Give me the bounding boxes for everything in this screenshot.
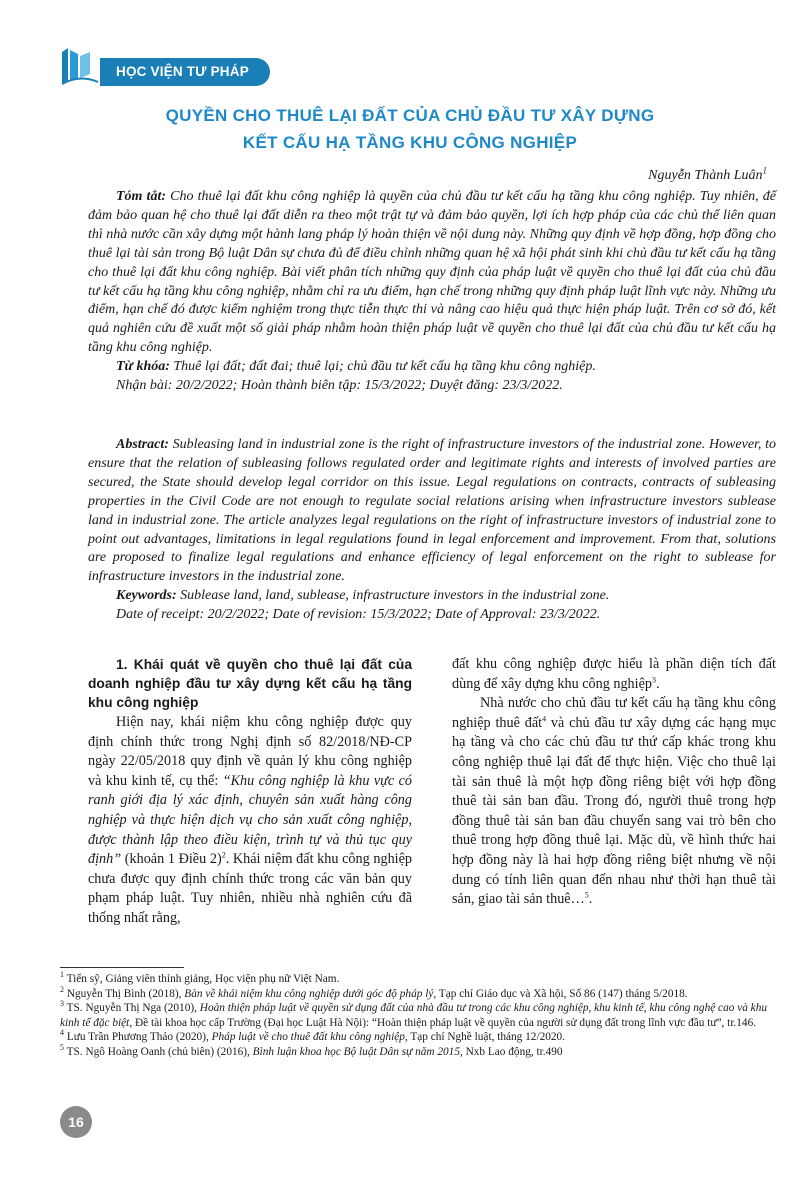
footnote-4	[60, 1030, 776, 1045]
en-abstract-text: Subleasing land in industrial zone is the right of infrastructure investors of the industrial zone. However, to ensure that the relation of subleasing follows regulated order and legitimate rights and interests of involved parties are secured, the State should develop legal corridor on this issue. Legal regulations on contracts, contracts of subleasing properties in the Civil Code are not enough to regulate social relations arising when infrastructure investors sublease land in industrial zone. The article analyzes legal regulations on the right of infrastructure investors of industrial zone to point out advantages, limitations in legal regulations found in legal enforcement and improvement. From that, solutions are proposed to finalize legal regulations and enhance efficiency of legal enforcement on the right to sublease for infrastructure investors in the industrial zone.	[88, 437, 776, 585]
footnote-3	[60, 1001, 776, 1030]
footnote-num: 2	[60, 984, 64, 994]
p1-text-a: Hiện nay, khái niệm khu công nghiệp được quy định chính thức trong Nghị định số 82/2018/NĐ-CP ngày 22/05/2018 quy định về quản lý khu công nghiệp và khu kinh tế, cụ thể:	[88, 714, 412, 789]
footnote-text: , Đề tài khoa học cấp Trường (Đại học Luật Hà Nội): “Hoàn thiện pháp luật về quyền của người sử dụng đất trong lĩnh vực đầu tư”, tr.146.	[129, 1016, 757, 1029]
footnote-5	[60, 1045, 776, 1060]
article-title-line-2: KẾT CẤU HẠ TẦNG KHU CÔNG NGHIỆP	[242, 133, 578, 152]
body-left-column	[88, 655, 412, 929]
footnote-num: 1	[60, 970, 64, 980]
footnote-text: , Tạp chí Nghề luật, tháng 12/2020.	[404, 1031, 566, 1044]
author	[648, 165, 767, 184]
en-keywords-label: Keywords:	[116, 588, 177, 604]
body-paragraph-2	[452, 694, 776, 910]
p1-quote: “Khu công nghiệp là khu vực có ranh giới địa lý xác định, chuyên sản xuất hàng công nghiệp và thực hiện dịch vụ cho sản xuất công nghiệp, được thành lập theo điều kiện, trình tự và thủ tục quy định”	[88, 772, 412, 868]
vn-abstract-label: Tóm tắt:	[116, 189, 166, 204]
en-keywords: Sublease land, land, sublease, infrastructure investors in the industrial zone.	[180, 588, 610, 604]
section-heading: 1. Khái quát về quyền cho thuê lại đất của doanh nghiệp đầu tư xây dựng kết cấu hạ tầng khu công nghiệp	[88, 657, 412, 710]
footnote-title: Bình luận khoa học Bộ luật Dân sự năm 2015	[252, 1045, 460, 1058]
footnote-ref-2: 2	[221, 850, 226, 860]
footnote-title: Pháp luật về cho thuê đất khu công nghiệp	[211, 1031, 405, 1044]
footnote-ref-5: 5	[584, 890, 589, 900]
section-label: HỌC VIỆN TƯ PHÁP	[116, 64, 249, 79]
author-name: Nguyễn Thành Luân	[648, 168, 763, 183]
footnotes	[60, 972, 776, 1060]
footnote-text: TS. Nguyễn Thị Nga (2010),	[66, 1002, 200, 1015]
page-number: 16	[60, 1106, 92, 1138]
footnote-text: TS. Ngô Hoàng Oanh (chủ biên) (2016),	[66, 1045, 253, 1058]
body-paragraph-1	[88, 713, 412, 929]
footnote-num: 3	[60, 999, 64, 1009]
vn-keywords-label: Từ khóa:	[116, 359, 170, 375]
r2-text-b: và chủ đầu tư xây dựng các hạng mục hạ tầng và cho các chủ đầu tư thứ cấp khác trong khu công nghiệp thuê lại đất để thực hiện. Việc cho thuê lại tài sản thuê là một hợp đồng riêng biệt với hợp đồng thuê tài sản ban đầu. Trong đó, người thuê trong hợp đồng thuê tài sản ban đầu chuyển sang vai trò bên cho thuê trong hợp đồng thuê lại. Mặc dù, về hình thức hai hợp đồng này là hai hợp đồng riêng biệt nhưng về nội dung có tính liên quan đến nhau như thời hạn thuê tài sản, giao tài sản thuê…	[452, 714, 776, 908]
footnote-text: Lưu Trần Phương Thảo (2020),	[66, 1031, 212, 1044]
footnote-title: Hoàn thiện pháp luật về quyền sử dụng đất của nhà đầu tư trong các khu công nghiệp, khu kinh tế, khu công nghệ cao và khu kinh tế đặc biệt	[60, 1002, 767, 1029]
footnote-text: Tiến sỹ, Giảng viên thỉnh giảng, Học viện phụ nữ Việt Nam.	[66, 973, 340, 985]
footnote-text: Nguyễn Thị Bình (2018),	[66, 987, 185, 1000]
article-title-line-1: QUYỀN CHO THUÊ LẠI ĐẤT CỦA CHỦ ĐẦU TƯ XÂY DỰNG	[165, 106, 655, 125]
vn-abstract-text: Cho thuê lại đất khu công nghiệp là quyền của chủ đầu tư kết cấu hạ tầng khu công nghiệp. Tuy nhiên, để đảm bảo quan hệ cho thuê lại đất diễn ra theo một trật tự và đảm bảo quyền, lợi ích hợp pháp của các chủ thể liên quan thì nhà nước cần xây dựng một hành lang pháp lý hoàn thiện về nội dung này. Những quy định về hợp đồng, hợp đồng cho thuê lại tài sản trong Bộ luật Dân sự chưa đủ để điều chỉnh những quan hệ xã hội phát sinh khi chủ đầu tư kết cấu hạ tầng cho thuê lại đất khu công nghiệp. Bài viết phân tích những quy định của pháp luật về quyền cho thuê lại đất của chủ đầu tư kết cấu hạ tầng khu công nghiệp, nhằm chỉ ra ưu điểm, hạn chế trong những quy định pháp luật lĩnh vực này. Những ưu điểm, hạn chế đó được kiểm nghiệm trong thực tiễn thực thi và nâng cao hiệu quả thực hiện pháp luật. Trên cơ sở đó, kết quả nghiên cứu đề xuất một số giải pháp nhằm hoàn thiện pháp luật về quyền cho thuê lại đất của chủ đầu tư kết cấu hạ tầng khu công nghiệp.	[88, 189, 776, 356]
author-note: 1	[762, 165, 767, 176]
p1-text-c: . Khái niệm đất khu công nghiệp chưa được quy định chính thức trong các văn bản quy phạm pháp luật. Tuy nhiên, nhiều nhà nghiên cứu đã thống nhất rằng,	[88, 851, 412, 926]
p1-text-b: (khoản 1 Điều 2)	[121, 851, 222, 868]
r2-text-a: Nhà nước cho chủ đầu tư kết cấu hạ tầng khu công nghiệp thuê đất	[452, 695, 776, 731]
footnote-num: 5	[60, 1043, 64, 1053]
section-pill	[100, 58, 270, 86]
footnote-text: , Tạp chí Giáo dục và Xã hội, Số 86 (147) tháng 5/2018.	[433, 987, 688, 1000]
footnote-num: 4	[60, 1028, 64, 1038]
vn-abstract	[88, 188, 776, 396]
journal-logo-icon	[58, 44, 102, 88]
footnote-2	[60, 984, 776, 1002]
footnote-text: , Nxb Lao động, tr.490	[459, 1045, 563, 1058]
footnote-ref-3: 3	[651, 674, 656, 684]
body-right-column	[452, 655, 776, 910]
vn-dates: Nhận bài: 20/2/2022; Hoàn thành biên tập: 15/3/2022; Duyệt đăng: 23/3/2022.	[116, 378, 563, 394]
r1-text-a: đất khu công nghiệp được hiểu là phần diện tích đất dùng để xây dựng khu công nghiệp	[452, 656, 776, 692]
en-dates: Date of receipt: 20/2/2022; Date of revision: 15/3/2022; Date of Approval: 23/3/2022.	[116, 607, 601, 623]
footnote-title: Bàn về khái niệm khu công nghiệp dưới góc độ pháp lý	[184, 987, 434, 1000]
en-abstract	[88, 436, 776, 625]
footnote-1	[60, 972, 776, 987]
r2-text-c: .	[588, 891, 593, 908]
body-paragraph-cont	[452, 655, 776, 694]
r1-text-b: .	[655, 675, 660, 692]
en-abstract-label: Abstract:	[116, 437, 169, 452]
vn-keywords: Thuê lại đất; đất đai; thuê lại; chủ đầu tư kết cấu hạ tầng khu công nghiệp.	[173, 359, 596, 375]
footnote-divider	[60, 967, 184, 968]
footnote-ref-4: 4	[542, 714, 547, 724]
